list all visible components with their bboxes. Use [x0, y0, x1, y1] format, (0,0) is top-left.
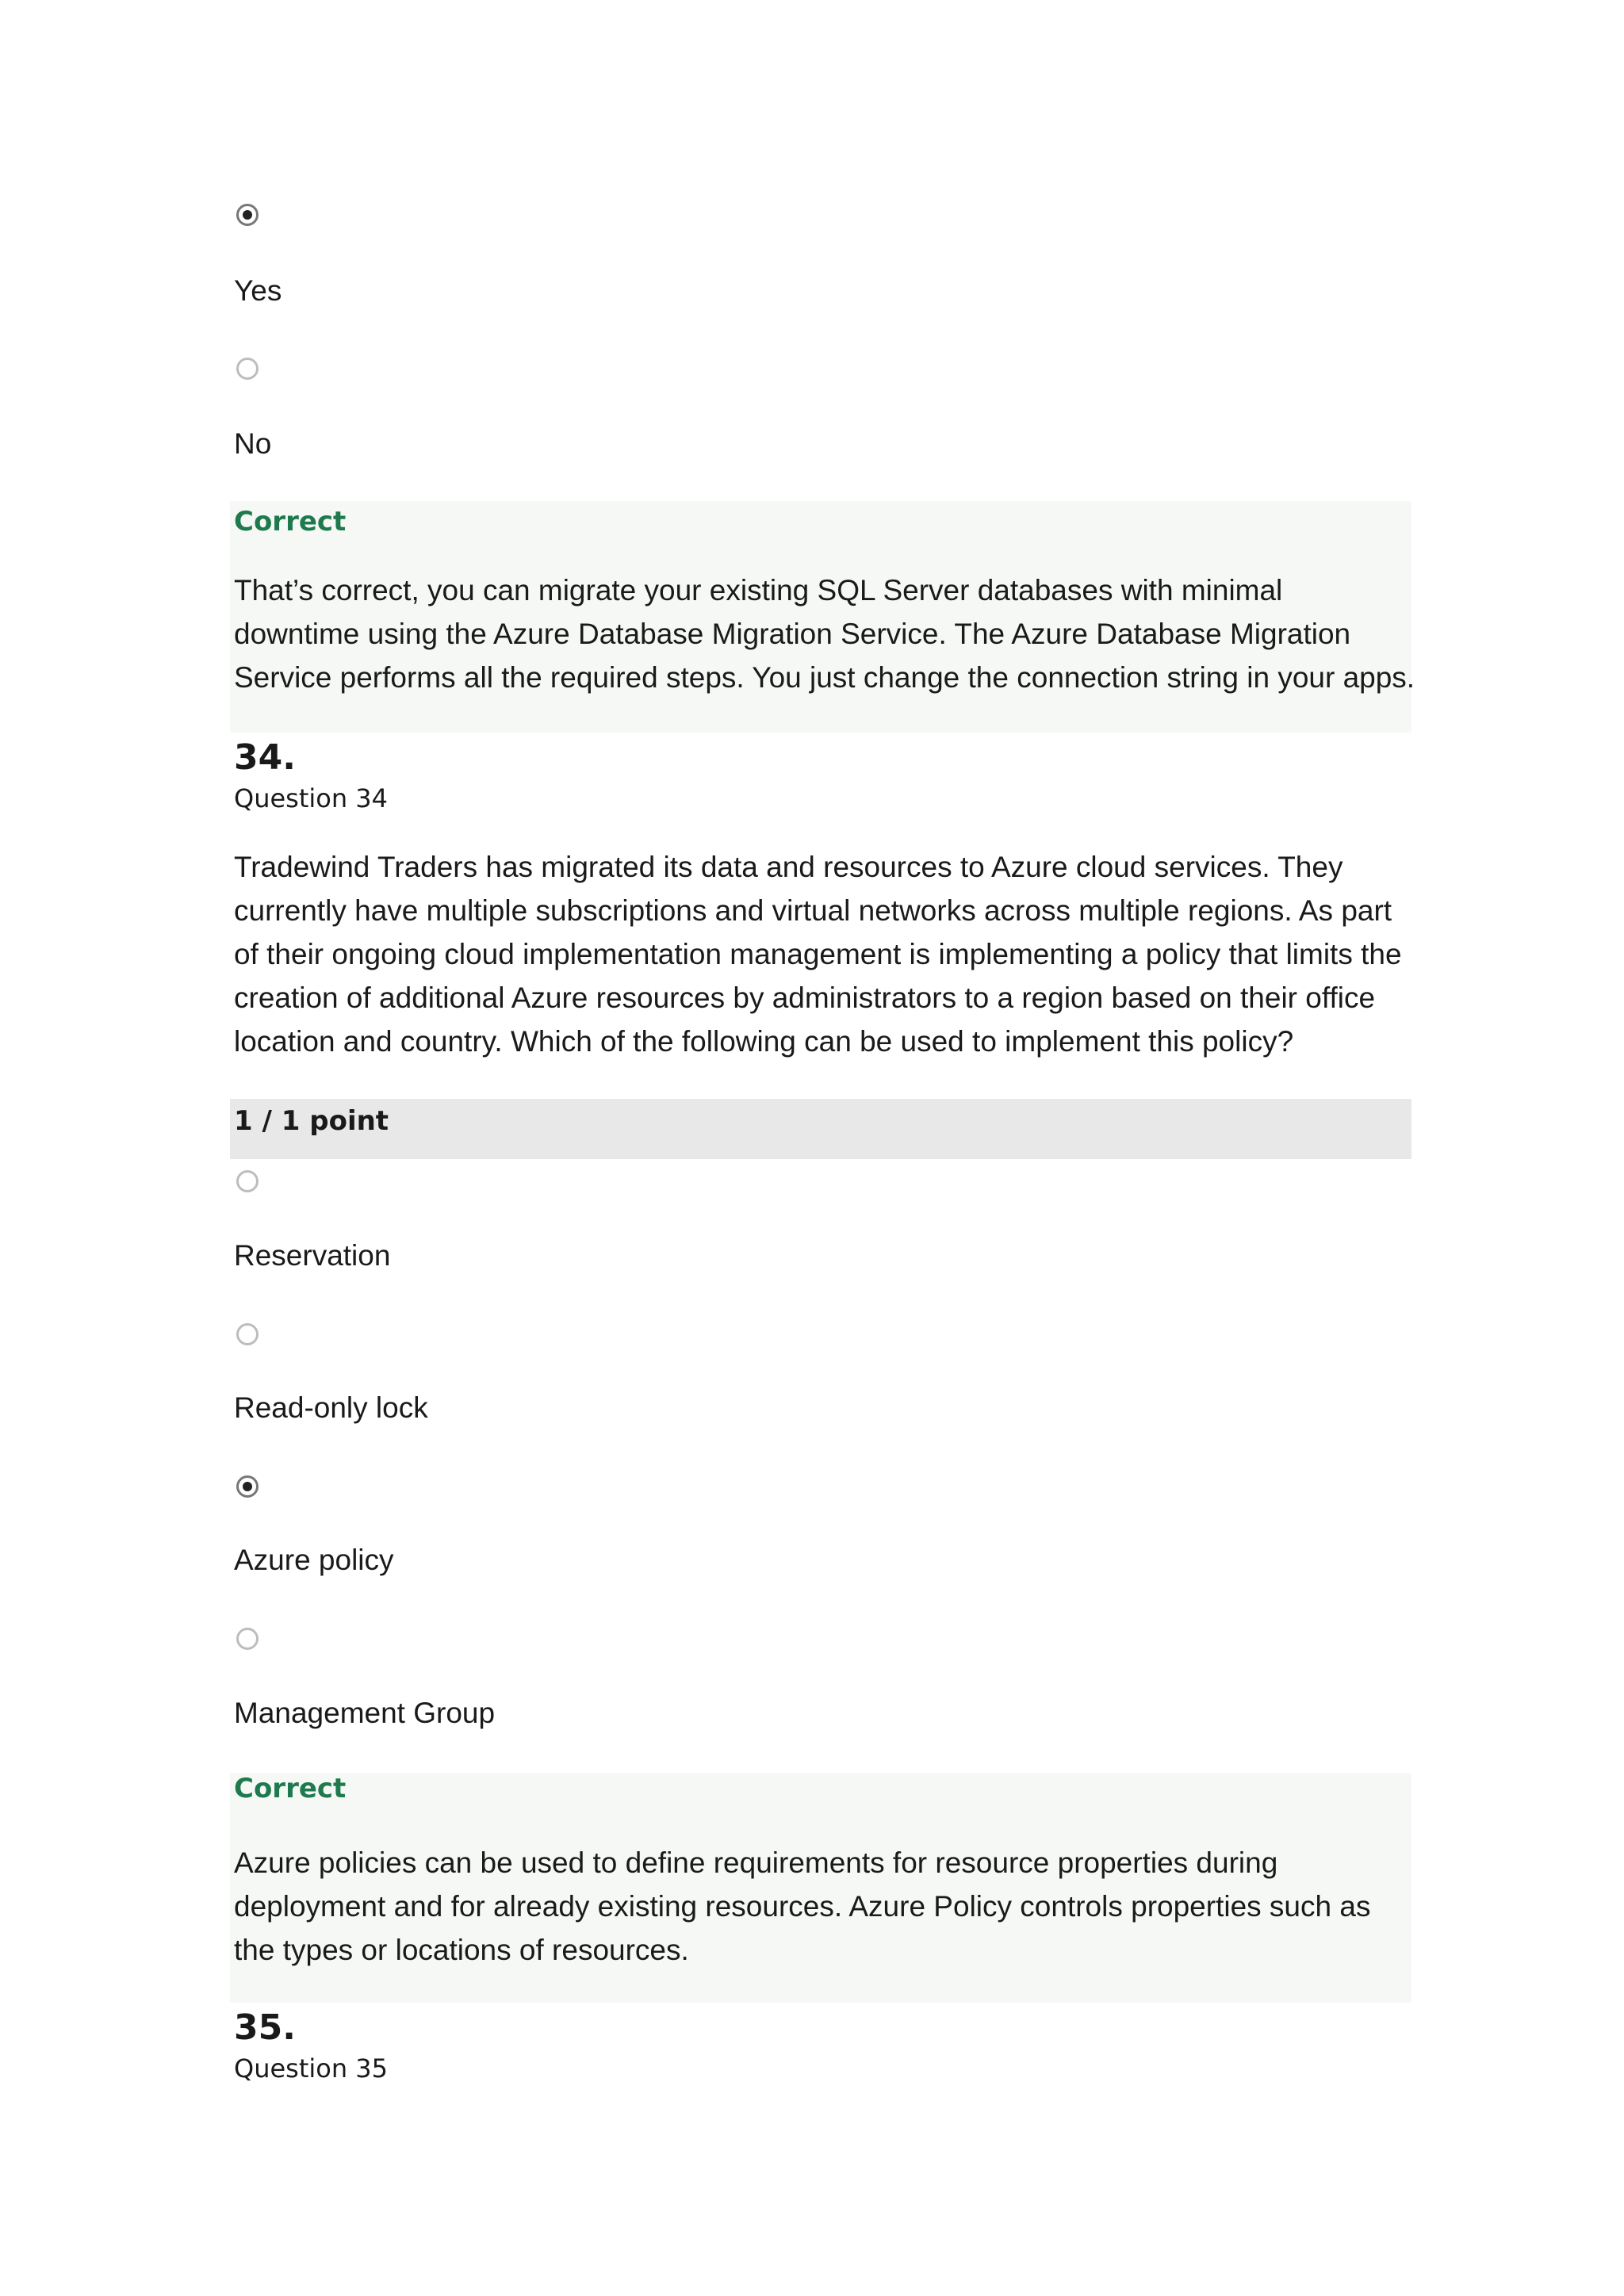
q34-points-bar: [230, 1099, 1411, 1159]
q35-number: 35.: [234, 2007, 296, 2048]
q35-label: Question 35: [234, 2053, 389, 2084]
q33-feedback-panel: [230, 501, 1415, 733]
q33-feedback-status: Correct: [234, 506, 347, 538]
q33-option-no-radio[interactable]: [236, 358, 259, 380]
q33-option-yes-radio[interactable]: [236, 204, 259, 226]
q34-label: Question 34: [234, 783, 389, 813]
q34-option-azure-policy-radio[interactable]: [236, 1475, 259, 1498]
q33-option-yes-label: Yes: [234, 274, 282, 307]
q34-option-reservation-radio[interactable]: [236, 1170, 259, 1192]
q33-feedback-text: That’s correct, you can migrate your existing SQL Server databases with minimal downtime using the Azure Database Migration Service. The Azure Database Migration Service performs all the required steps. You just change the connection string in your apps.: [234, 574, 1415, 694]
q34-number: 34.: [234, 737, 296, 778]
q34-option-azure-policy-label: Azure policy: [234, 1544, 394, 1576]
q33-option-no-label: No: [234, 427, 272, 460]
q34-feedback-text: Azure policies can be used to define requirements for resource properties during deployment and for already existing resources. Azure Policy controls properties such as the types or locations of resources.: [234, 1846, 1371, 1966]
q34-option-readonly-lock-radio[interactable]: [236, 1323, 259, 1345]
q34-option-readonly-lock-label: Read-only lock: [234, 1391, 428, 1424]
q34-option-management-group-radio[interactable]: [236, 1628, 259, 1650]
q34-feedback-panel: [230, 1773, 1411, 2003]
q34-question-text: Tradewind Traders has migrated its data and resources to Azure cloud services. They currently have multiple subscriptions and virtual networks across multiple regions. As part of their ongoing cloud implementation management is implementing a policy that limits the creation of additional Azure resources by administrators to a region based on their office location and country. Which of the following can be used to implement this policy?: [234, 851, 1402, 1058]
q34-points: 1 / 1 point: [234, 1105, 389, 1137]
q34-option-management-group-label: Management Group: [234, 1697, 496, 1729]
q34-option-reservation-label: Reservation: [234, 1239, 391, 1272]
q34-feedback-status: Correct: [234, 1773, 347, 1804]
